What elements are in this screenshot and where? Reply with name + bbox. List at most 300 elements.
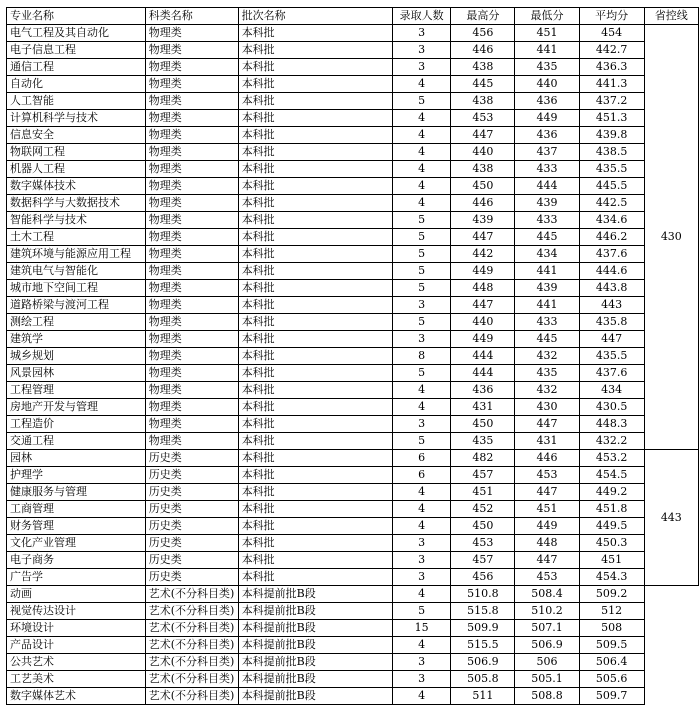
cell-avg-score: 451 xyxy=(579,552,644,569)
cell-category: 艺术(不分科目类) xyxy=(145,654,238,671)
cell-batch: 本科提前批B段 xyxy=(238,688,392,705)
cell-min-score: 432 xyxy=(515,382,579,399)
cell-admitted: 4 xyxy=(393,518,451,535)
cell-major: 建筑电气与智能化 xyxy=(7,263,146,280)
table-row xyxy=(7,161,699,178)
cell-major: 建筑环境与能源应用工程 xyxy=(7,246,146,263)
cell-max-score: 435 xyxy=(451,433,515,450)
cell-admitted: 5 xyxy=(393,433,451,450)
cell-min-score: 444 xyxy=(515,178,579,195)
table-row xyxy=(7,178,699,195)
cell-min-score: 440 xyxy=(515,76,579,93)
cell-category: 物理类 xyxy=(145,110,238,127)
table-row xyxy=(7,637,699,654)
cell-major: 风景园林 xyxy=(7,365,146,382)
cell-major: 房地产开发与管理 xyxy=(7,399,146,416)
cell-admitted: 3 xyxy=(393,331,451,348)
header-admitted: 录取人数 xyxy=(393,8,451,25)
header-row xyxy=(7,8,699,25)
cell-min-score: 453 xyxy=(515,569,579,586)
cell-min-score: 434 xyxy=(515,246,579,263)
cell-batch: 本科提前批B段 xyxy=(238,620,392,637)
cell-max-score: 515.5 xyxy=(451,637,515,654)
cell-max-score: 438 xyxy=(451,161,515,178)
table-row xyxy=(7,144,699,161)
cell-admitted: 5 xyxy=(393,263,451,280)
table-row xyxy=(7,518,699,535)
cell-category: 艺术(不分科目类) xyxy=(145,637,238,654)
cell-batch: 本科批 xyxy=(238,42,392,59)
cell-min-score: 441 xyxy=(515,42,579,59)
cell-batch: 本科批 xyxy=(238,399,392,416)
cell-major: 信息安全 xyxy=(7,127,146,144)
cell-admitted: 4 xyxy=(393,688,451,705)
table-row xyxy=(7,552,699,569)
cell-category: 艺术(不分科目类) xyxy=(145,671,238,688)
cell-batch: 本科批 xyxy=(238,569,392,586)
cell-max-score: 451 xyxy=(451,484,515,501)
cell-major: 机器人工程 xyxy=(7,161,146,178)
cell-avg-score: 442.5 xyxy=(579,195,644,212)
cell-category: 历史类 xyxy=(145,467,238,484)
cell-avg-score: 453.2 xyxy=(579,450,644,467)
cell-max-score: 450 xyxy=(451,178,515,195)
cell-avg-score: 439.8 xyxy=(579,127,644,144)
cell-batch: 本科批 xyxy=(238,280,392,297)
cell-avg-score: 512 xyxy=(579,603,644,620)
cell-admitted: 4 xyxy=(393,178,451,195)
cell-control-line: 443 xyxy=(644,450,698,586)
cell-max-score: 515.8 xyxy=(451,603,515,620)
cell-category: 物理类 xyxy=(145,263,238,280)
cell-min-score: 436 xyxy=(515,127,579,144)
cell-max-score: 449 xyxy=(451,263,515,280)
cell-admitted: 3 xyxy=(393,25,451,42)
cell-category: 艺术(不分科目类) xyxy=(145,688,238,705)
cell-major: 工程造价 xyxy=(7,416,146,433)
cell-admitted: 3 xyxy=(393,654,451,671)
cell-admitted: 5 xyxy=(393,603,451,620)
cell-category: 物理类 xyxy=(145,416,238,433)
cell-max-score: 505.8 xyxy=(451,671,515,688)
table-row xyxy=(7,688,699,705)
cell-major: 城市地下空间工程 xyxy=(7,280,146,297)
cell-admitted: 5 xyxy=(393,246,451,263)
header-category: 科类名称 xyxy=(145,8,238,25)
cell-major: 建筑学 xyxy=(7,331,146,348)
cell-category: 历史类 xyxy=(145,535,238,552)
cell-avg-score: 441.3 xyxy=(579,76,644,93)
cell-admitted: 4 xyxy=(393,110,451,127)
cell-min-score: 448 xyxy=(515,535,579,552)
cell-control-line: 430 xyxy=(644,25,698,450)
cell-min-score: 431 xyxy=(515,433,579,450)
cell-batch: 本科批 xyxy=(238,433,392,450)
cell-category: 物理类 xyxy=(145,331,238,348)
cell-min-score: 446 xyxy=(515,450,579,467)
cell-category: 物理类 xyxy=(145,382,238,399)
cell-max-score: 444 xyxy=(451,348,515,365)
cell-major: 自动化 xyxy=(7,76,146,93)
cell-category: 物理类 xyxy=(145,161,238,178)
cell-batch: 本科提前批B段 xyxy=(238,586,392,603)
table-row xyxy=(7,654,699,671)
cell-avg-score: 437.2 xyxy=(579,93,644,110)
cell-major: 计算机科学与技术 xyxy=(7,110,146,127)
cell-avg-score: 447 xyxy=(579,331,644,348)
cell-category: 物理类 xyxy=(145,297,238,314)
cell-avg-score: 442.7 xyxy=(579,42,644,59)
cell-avg-score: 454 xyxy=(579,25,644,42)
cell-max-score: 442 xyxy=(451,246,515,263)
header-major: 专业名称 xyxy=(7,8,146,25)
cell-admitted: 3 xyxy=(393,297,451,314)
cell-major: 工程管理 xyxy=(7,382,146,399)
cell-category: 物理类 xyxy=(145,280,238,297)
cell-max-score: 440 xyxy=(451,144,515,161)
table-row xyxy=(7,433,699,450)
cell-admitted: 6 xyxy=(393,467,451,484)
table-row xyxy=(7,280,699,297)
cell-major: 文化产业管理 xyxy=(7,535,146,552)
cell-avg-score: 454.5 xyxy=(579,467,644,484)
table-row xyxy=(7,263,699,280)
cell-avg-score: 509.5 xyxy=(579,637,644,654)
table-row xyxy=(7,42,699,59)
cell-min-score: 447 xyxy=(515,416,579,433)
cell-avg-score: 430.5 xyxy=(579,399,644,416)
cell-avg-score: 444.6 xyxy=(579,263,644,280)
cell-category: 艺术(不分科目类) xyxy=(145,620,238,637)
cell-avg-score: 449.5 xyxy=(579,518,644,535)
cell-batch: 本科提前批B段 xyxy=(238,603,392,620)
cell-max-score: 510.8 xyxy=(451,586,515,603)
cell-major: 数据科学与大数据技术 xyxy=(7,195,146,212)
cell-batch: 本科批 xyxy=(238,365,392,382)
cell-max-score: 456 xyxy=(451,569,515,586)
cell-avg-score: 451.8 xyxy=(579,501,644,518)
cell-batch: 本科批 xyxy=(238,161,392,178)
cell-category: 历史类 xyxy=(145,484,238,501)
cell-max-score: 482 xyxy=(451,450,515,467)
cell-category: 物理类 xyxy=(145,195,238,212)
cell-min-score: 449 xyxy=(515,110,579,127)
cell-category: 物理类 xyxy=(145,229,238,246)
cell-avg-score: 451.3 xyxy=(579,110,644,127)
cell-major: 产品设计 xyxy=(7,637,146,654)
cell-max-score: 509.9 xyxy=(451,620,515,637)
cell-major: 护理学 xyxy=(7,467,146,484)
cell-major: 园林 xyxy=(7,450,146,467)
cell-admitted: 3 xyxy=(393,569,451,586)
cell-major: 动画 xyxy=(7,586,146,603)
cell-major: 交通工程 xyxy=(7,433,146,450)
cell-major: 物联网工程 xyxy=(7,144,146,161)
cell-min-score: 439 xyxy=(515,280,579,297)
cell-max-score: 439 xyxy=(451,212,515,229)
cell-min-score: 506.9 xyxy=(515,637,579,654)
cell-category: 历史类 xyxy=(145,501,238,518)
cell-min-score: 507.1 xyxy=(515,620,579,637)
table-row xyxy=(7,93,699,110)
cell-admitted: 5 xyxy=(393,93,451,110)
cell-batch: 本科批 xyxy=(238,178,392,195)
cell-category: 物理类 xyxy=(145,399,238,416)
cell-admitted: 15 xyxy=(393,620,451,637)
cell-batch: 本科批 xyxy=(238,416,392,433)
cell-category: 历史类 xyxy=(145,518,238,535)
cell-batch: 本科批 xyxy=(238,59,392,76)
cell-max-score: 440 xyxy=(451,314,515,331)
cell-max-score: 446 xyxy=(451,42,515,59)
table-row xyxy=(7,59,699,76)
cell-max-score: 438 xyxy=(451,93,515,110)
cell-category: 艺术(不分科目类) xyxy=(145,586,238,603)
cell-min-score: 433 xyxy=(515,314,579,331)
table-row xyxy=(7,76,699,93)
cell-major: 城乡规划 xyxy=(7,348,146,365)
table-row xyxy=(7,110,699,127)
cell-min-score: 435 xyxy=(515,59,579,76)
cell-batch: 本科批 xyxy=(238,450,392,467)
cell-batch: 本科批 xyxy=(238,229,392,246)
cell-min-score: 453 xyxy=(515,467,579,484)
table-row xyxy=(7,603,699,620)
cell-avg-score: 435.5 xyxy=(579,161,644,178)
cell-category: 物理类 xyxy=(145,25,238,42)
cell-avg-score: 449.2 xyxy=(579,484,644,501)
cell-min-score: 436 xyxy=(515,93,579,110)
cell-min-score: 439 xyxy=(515,195,579,212)
cell-admitted: 4 xyxy=(393,195,451,212)
cell-batch: 本科批 xyxy=(238,467,392,484)
cell-min-score: 449 xyxy=(515,518,579,535)
table-row xyxy=(7,399,699,416)
cell-max-score: 457 xyxy=(451,467,515,484)
cell-major: 数字媒体艺术 xyxy=(7,688,146,705)
cell-avg-score: 505.6 xyxy=(579,671,644,688)
cell-batch: 本科批 xyxy=(238,195,392,212)
cell-max-score: 447 xyxy=(451,229,515,246)
cell-min-score: 505.1 xyxy=(515,671,579,688)
cell-admitted: 4 xyxy=(393,382,451,399)
cell-min-score: 445 xyxy=(515,331,579,348)
cell-batch: 本科批 xyxy=(238,331,392,348)
cell-major: 电气工程及其自动化 xyxy=(7,25,146,42)
cell-batch: 本科提前批B段 xyxy=(238,654,392,671)
cell-avg-score: 454.3 xyxy=(579,569,644,586)
cell-category: 物理类 xyxy=(145,93,238,110)
cell-min-score: 433 xyxy=(515,161,579,178)
cell-admitted: 5 xyxy=(393,229,451,246)
cell-major: 电子信息工程 xyxy=(7,42,146,59)
cell-category: 历史类 xyxy=(145,569,238,586)
table-row xyxy=(7,382,699,399)
cell-min-score: 433 xyxy=(515,212,579,229)
cell-min-score: 510.2 xyxy=(515,603,579,620)
cell-major: 人工智能 xyxy=(7,93,146,110)
cell-admitted: 5 xyxy=(393,212,451,229)
cell-batch: 本科批 xyxy=(238,348,392,365)
cell-admitted: 4 xyxy=(393,76,451,93)
table-row xyxy=(7,127,699,144)
cell-avg-score: 506.4 xyxy=(579,654,644,671)
table-row xyxy=(7,297,699,314)
table-row xyxy=(7,229,699,246)
cell-min-score: 445 xyxy=(515,229,579,246)
cell-major: 视觉传达设计 xyxy=(7,603,146,620)
cell-max-score: 447 xyxy=(451,127,515,144)
header-max-score: 最高分 xyxy=(451,8,515,25)
cell-major: 财务管理 xyxy=(7,518,146,535)
cell-max-score: 506.9 xyxy=(451,654,515,671)
table-row xyxy=(7,484,699,501)
cell-batch: 本科批 xyxy=(238,212,392,229)
header-avg-score: 平均分 xyxy=(579,8,644,25)
cell-batch: 本科批 xyxy=(238,484,392,501)
header-batch: 批次名称 xyxy=(238,8,392,25)
cell-avg-score: 508 xyxy=(579,620,644,637)
cell-max-score: 456 xyxy=(451,25,515,42)
cell-max-score: 431 xyxy=(451,399,515,416)
cell-min-score: 437 xyxy=(515,144,579,161)
cell-max-score: 511 xyxy=(451,688,515,705)
cell-admitted: 3 xyxy=(393,535,451,552)
cell-batch: 本科批 xyxy=(238,110,392,127)
cell-category: 物理类 xyxy=(145,76,238,93)
cell-avg-score: 435.8 xyxy=(579,314,644,331)
cell-avg-score: 443.8 xyxy=(579,280,644,297)
cell-admitted: 3 xyxy=(393,416,451,433)
table-row xyxy=(7,569,699,586)
cell-batch: 本科批 xyxy=(238,25,392,42)
cell-major: 测绘工程 xyxy=(7,314,146,331)
cell-min-score: 451 xyxy=(515,25,579,42)
cell-batch: 本科批 xyxy=(238,382,392,399)
table-row xyxy=(7,535,699,552)
cell-max-score: 446 xyxy=(451,195,515,212)
cell-major: 环境设计 xyxy=(7,620,146,637)
header-control-line: 省控线 xyxy=(644,8,698,25)
cell-avg-score: 434.6 xyxy=(579,212,644,229)
cell-category: 物理类 xyxy=(145,59,238,76)
cell-batch: 本科批 xyxy=(238,76,392,93)
cell-avg-score: 509.7 xyxy=(579,688,644,705)
cell-admitted: 4 xyxy=(393,637,451,654)
cell-batch: 本科批 xyxy=(238,246,392,263)
cell-max-score: 448 xyxy=(451,280,515,297)
cell-avg-score: 448.3 xyxy=(579,416,644,433)
cell-batch: 本科批 xyxy=(238,144,392,161)
cell-category: 物理类 xyxy=(145,212,238,229)
cell-batch: 本科批 xyxy=(238,93,392,110)
cell-max-score: 438 xyxy=(451,59,515,76)
cell-major: 数字媒体技术 xyxy=(7,178,146,195)
table-row xyxy=(7,331,699,348)
cell-batch: 本科提前批B段 xyxy=(238,671,392,688)
cell-avg-score: 509.2 xyxy=(579,586,644,603)
table-row xyxy=(7,365,699,382)
table-row xyxy=(7,212,699,229)
cell-max-score: 457 xyxy=(451,552,515,569)
cell-max-score: 453 xyxy=(451,535,515,552)
cell-batch: 本科批 xyxy=(238,263,392,280)
cell-min-score: 441 xyxy=(515,263,579,280)
cell-admitted: 4 xyxy=(393,399,451,416)
cell-category: 物理类 xyxy=(145,144,238,161)
cell-major: 健康服务与管理 xyxy=(7,484,146,501)
cell-max-score: 452 xyxy=(451,501,515,518)
cell-category: 物理类 xyxy=(145,314,238,331)
cell-category: 艺术(不分科目类) xyxy=(145,603,238,620)
cell-avg-score: 443 xyxy=(579,297,644,314)
cell-min-score: 447 xyxy=(515,552,579,569)
cell-min-score: 430 xyxy=(515,399,579,416)
cell-min-score: 451 xyxy=(515,501,579,518)
cell-major: 道路桥梁与渡河工程 xyxy=(7,297,146,314)
cell-major: 工艺美术 xyxy=(7,671,146,688)
table-row xyxy=(7,671,699,688)
cell-admitted: 4 xyxy=(393,484,451,501)
cell-admitted: 4 xyxy=(393,127,451,144)
cell-avg-score: 434 xyxy=(579,382,644,399)
cell-min-score: 432 xyxy=(515,348,579,365)
cell-max-score: 444 xyxy=(451,365,515,382)
cell-min-score: 435 xyxy=(515,365,579,382)
cell-admitted: 3 xyxy=(393,59,451,76)
cell-category: 物理类 xyxy=(145,178,238,195)
cell-admitted: 3 xyxy=(393,552,451,569)
cell-category: 物理类 xyxy=(145,42,238,59)
cell-batch: 本科批 xyxy=(238,501,392,518)
table-row xyxy=(7,348,699,365)
cell-admitted: 4 xyxy=(393,144,451,161)
cell-category: 物理类 xyxy=(145,246,238,263)
cell-major: 通信工程 xyxy=(7,59,146,76)
cell-admitted: 4 xyxy=(393,501,451,518)
cell-min-score: 441 xyxy=(515,297,579,314)
table-row xyxy=(7,416,699,433)
cell-avg-score: 437.6 xyxy=(579,365,644,382)
cell-admitted: 8 xyxy=(393,348,451,365)
cell-control-line xyxy=(644,586,698,705)
cell-admitted: 3 xyxy=(393,671,451,688)
cell-max-score: 445 xyxy=(451,76,515,93)
cell-category: 物理类 xyxy=(145,365,238,382)
cell-category: 物理类 xyxy=(145,433,238,450)
cell-avg-score: 432.2 xyxy=(579,433,644,450)
cell-category: 历史类 xyxy=(145,552,238,569)
cell-major: 土木工程 xyxy=(7,229,146,246)
table-row xyxy=(7,25,699,42)
admissions-table xyxy=(6,7,699,705)
cell-avg-score: 438.5 xyxy=(579,144,644,161)
cell-batch: 本科批 xyxy=(238,552,392,569)
cell-min-score: 447 xyxy=(515,484,579,501)
cell-category: 物理类 xyxy=(145,348,238,365)
cell-avg-score: 445.5 xyxy=(579,178,644,195)
cell-max-score: 436 xyxy=(451,382,515,399)
cell-avg-score: 436.3 xyxy=(579,59,644,76)
cell-admitted: 5 xyxy=(393,365,451,382)
table-row xyxy=(7,586,699,603)
cell-batch: 本科批 xyxy=(238,535,392,552)
table-row xyxy=(7,501,699,518)
cell-avg-score: 437.6 xyxy=(579,246,644,263)
header-min-score: 最低分 xyxy=(515,8,579,25)
table-row xyxy=(7,450,699,467)
cell-max-score: 447 xyxy=(451,297,515,314)
